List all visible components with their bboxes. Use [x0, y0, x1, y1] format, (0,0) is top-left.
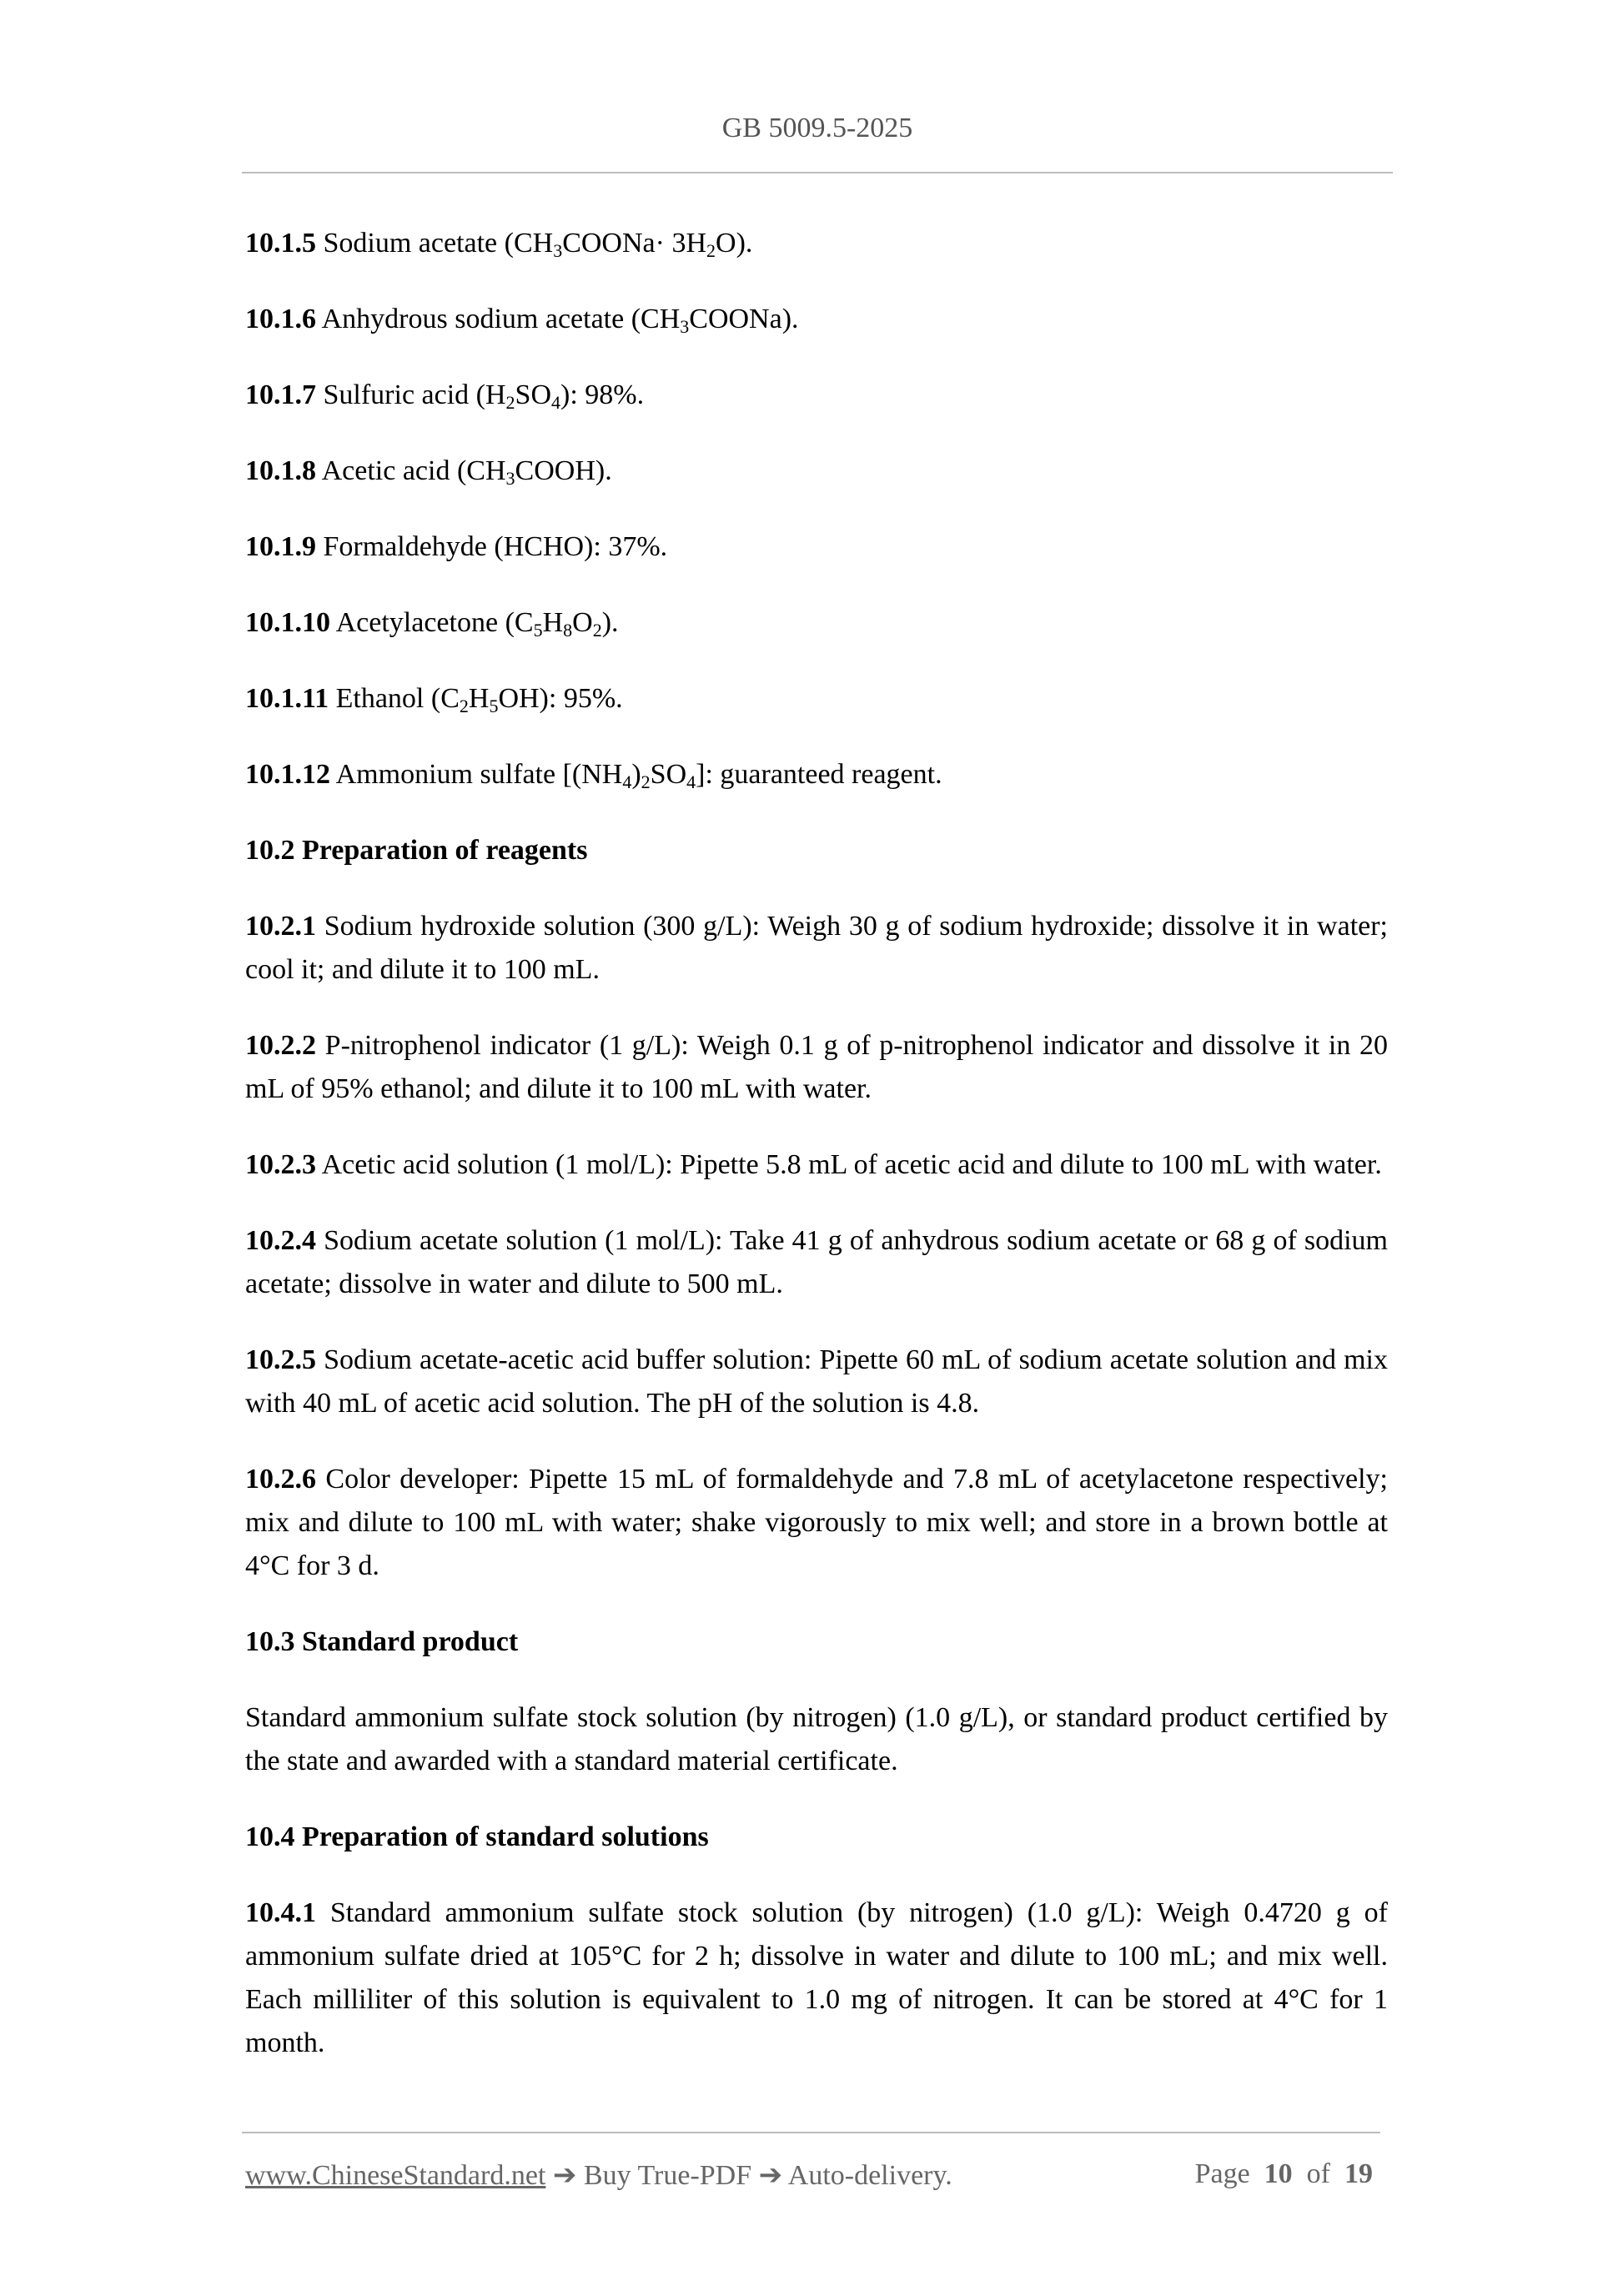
clause-number: 10.2.2: [245, 1030, 316, 1061]
arrow-icon: ➔: [552, 2160, 577, 2191]
footer-left: [245, 2158, 952, 2192]
page-footer: [245, 2158, 1373, 2192]
clause-text: Sodium hydroxide solution (300 g/L): Weigh 30 g of sodium hydroxide; dissolve it in water; cool it; and dilute it to 100 mL.: [245, 911, 1388, 985]
clause-number: 10.2.3: [245, 1149, 316, 1180]
clause-text: Ethanol (C: [335, 683, 460, 714]
clause-number: 10.1.6: [245, 304, 316, 334]
page-number: 10: [1264, 2158, 1293, 2189]
paragraph: [245, 1458, 1388, 1588]
clause-number: 10.1.5: [245, 228, 316, 259]
clause-number: 10.1.12: [245, 759, 330, 790]
paragraph: [245, 677, 1388, 721]
clause-text: ): [631, 759, 641, 790]
subscript: 2: [459, 696, 469, 716]
clause-number: 10.1.8: [245, 455, 316, 486]
page-indicator: [1195, 2158, 1373, 2192]
clause-text: ).: [601, 607, 619, 638]
clause-text: OH): 95%.: [498, 683, 623, 714]
clause-text: COOH).: [515, 455, 612, 486]
subscript: 5: [489, 696, 499, 716]
clause-text: Sodium acetate solution (1 mol/L): Take 41 g of anhydrous sodium acetate or 68 g of sodium acetate; dissolve in water and dilute to 500 mL.: [245, 1225, 1389, 1299]
clause-text: O: [572, 607, 593, 638]
clause-text: Anhydrous sodium acetate (CH: [321, 304, 681, 334]
subscript: 4: [686, 771, 696, 792]
clause-text: H: [542, 607, 564, 638]
clause-text: Acetic acid solution (1 mol/L): Pipette 5.8 mL of acetic acid and dilute to 100 mL with water.: [321, 1149, 1382, 1180]
footer-divider: [242, 2132, 1380, 2133]
paragraph: [245, 1024, 1388, 1111]
clause-text: SO: [650, 759, 687, 790]
subscript: 5: [533, 620, 543, 641]
paragraph: [245, 525, 1388, 569]
paragraph: [245, 1892, 1388, 2065]
subscript: 3: [553, 240, 563, 261]
arrow-icon: ➔: [758, 2160, 783, 2191]
clause-text: COONa).: [689, 304, 799, 334]
header-divider: [242, 172, 1393, 173]
paragraph: [245, 374, 1388, 417]
subscript: 2: [505, 392, 515, 413]
subscript: 2: [592, 620, 602, 641]
clause-text: ): 98%.: [560, 379, 645, 410]
page-total: 19: [1344, 2158, 1373, 2189]
clause-text: H: [468, 683, 490, 714]
clause-text: Sodium acetate-acetic acid buffer solution: Pipette 60 mL of sodium acetate solution and mix with 40 mL of acetic acid solution. The pH of the solution is 4.8.: [245, 1344, 1389, 1419]
subscript: 2: [641, 771, 651, 792]
clause-text: Standard ammonium sulfate stock solution (by nitrogen) (1.0 g/L): Weigh 0.4720 g of ammonium sulfate dried at 105°C for 2 h; dissolve in water and dilute to 100 mL; and mix well. Each milliliter of this solution is equivalent to 1.0 mg of nitrogen. It can be stored at 4°C for 1 month.: [245, 1897, 1389, 2058]
subscript: 2: [706, 240, 716, 261]
subscript: 3: [680, 316, 690, 337]
buy-label: Buy True-PDF: [583, 2160, 752, 2191]
clause-text: Formaldehyde (HCHO): 37%.: [323, 531, 668, 562]
section-heading-10-4: 10.4 Preparation of standard solutions: [245, 1821, 709, 1852]
clause-text: Ammonium sulfate [(NH: [335, 759, 623, 790]
section-heading-10-3: 10.3 Standard product: [245, 1626, 519, 1657]
section-10-4-paragraphs: [245, 1892, 1388, 2065]
section-10-3-text: Standard ammonium sulfate stock solution (by nitrogen) (1.0 g/L), or standard product certified by the state and awarded with a standard material certificate.: [245, 1702, 1388, 1776]
website-link[interactable]: www.ChineseStandard.net: [245, 2160, 546, 2191]
subscript: 4: [551, 392, 561, 413]
subscript: 8: [563, 620, 573, 641]
clause-number: 10.1.10: [245, 607, 330, 638]
subscript: 4: [622, 771, 632, 792]
clause-number: 10.1.9: [245, 531, 316, 562]
clause-number: 10.2.1: [245, 911, 316, 942]
clause-number: 10.2.4: [245, 1225, 316, 1256]
paragraph: [245, 1339, 1388, 1425]
clause-text: ]: guaranteed reagent.: [696, 759, 942, 790]
clause-text: Color developer: Pipette 15 mL of formaldehyde and 7.8 mL of acetylacetone respectively; mix and dilute to 100 mL with water; shake vigorously to mix well; and store in a brown bottle at 4°C for 3 d.: [245, 1464, 1388, 1581]
clause-text: O).: [716, 228, 753, 259]
paragraph: [245, 222, 1388, 265]
section-10-2-paragraphs: [245, 905, 1388, 1588]
page-header: GB 5009.5-2025: [721, 113, 913, 143]
clause-number: 10.2.6: [245, 1464, 316, 1495]
section-heading-10-2: 10.2 Preparation of reagents: [245, 835, 588, 866]
of-label: of: [1306, 2158, 1330, 2189]
paragraph: [245, 1219, 1388, 1306]
reagent-list: [245, 222, 1388, 796]
paragraph: [245, 905, 1388, 992]
clause-text: SO: [515, 379, 552, 410]
subscript: 3: [505, 468, 515, 489]
paragraph: [245, 298, 1388, 341]
paragraph: [245, 450, 1388, 493]
page-label: Page: [1194, 2158, 1250, 2189]
clause-text: Sulfuric acid (H: [323, 379, 506, 410]
clause-number: 10.1.7: [245, 379, 316, 410]
clause-number: 10.2.5: [245, 1344, 316, 1375]
delivery-label: Auto-delivery.: [787, 2160, 952, 2191]
paragraph: [245, 601, 1388, 645]
clause-number: 10.1.11: [245, 683, 329, 714]
paragraph: [245, 753, 1388, 796]
clause-text: Acetylacetone (C: [335, 607, 534, 638]
document-body: [245, 222, 1388, 2098]
clause-text: P-nitrophenol indicator (1 g/L): Weigh 0.1 g of p-nitrophenol indicator and dissolve it in 20 mL of 95% ethanol; and dilute it to 100 mL with water.: [245, 1030, 1388, 1104]
clause-text: COONa· 3H: [562, 228, 707, 259]
clause-text: Sodium acetate (CH: [323, 228, 554, 259]
paragraph: [245, 1143, 1388, 1187]
clause-number: 10.4.1: [245, 1897, 316, 1928]
clause-text: Acetic acid (CH: [321, 455, 506, 486]
